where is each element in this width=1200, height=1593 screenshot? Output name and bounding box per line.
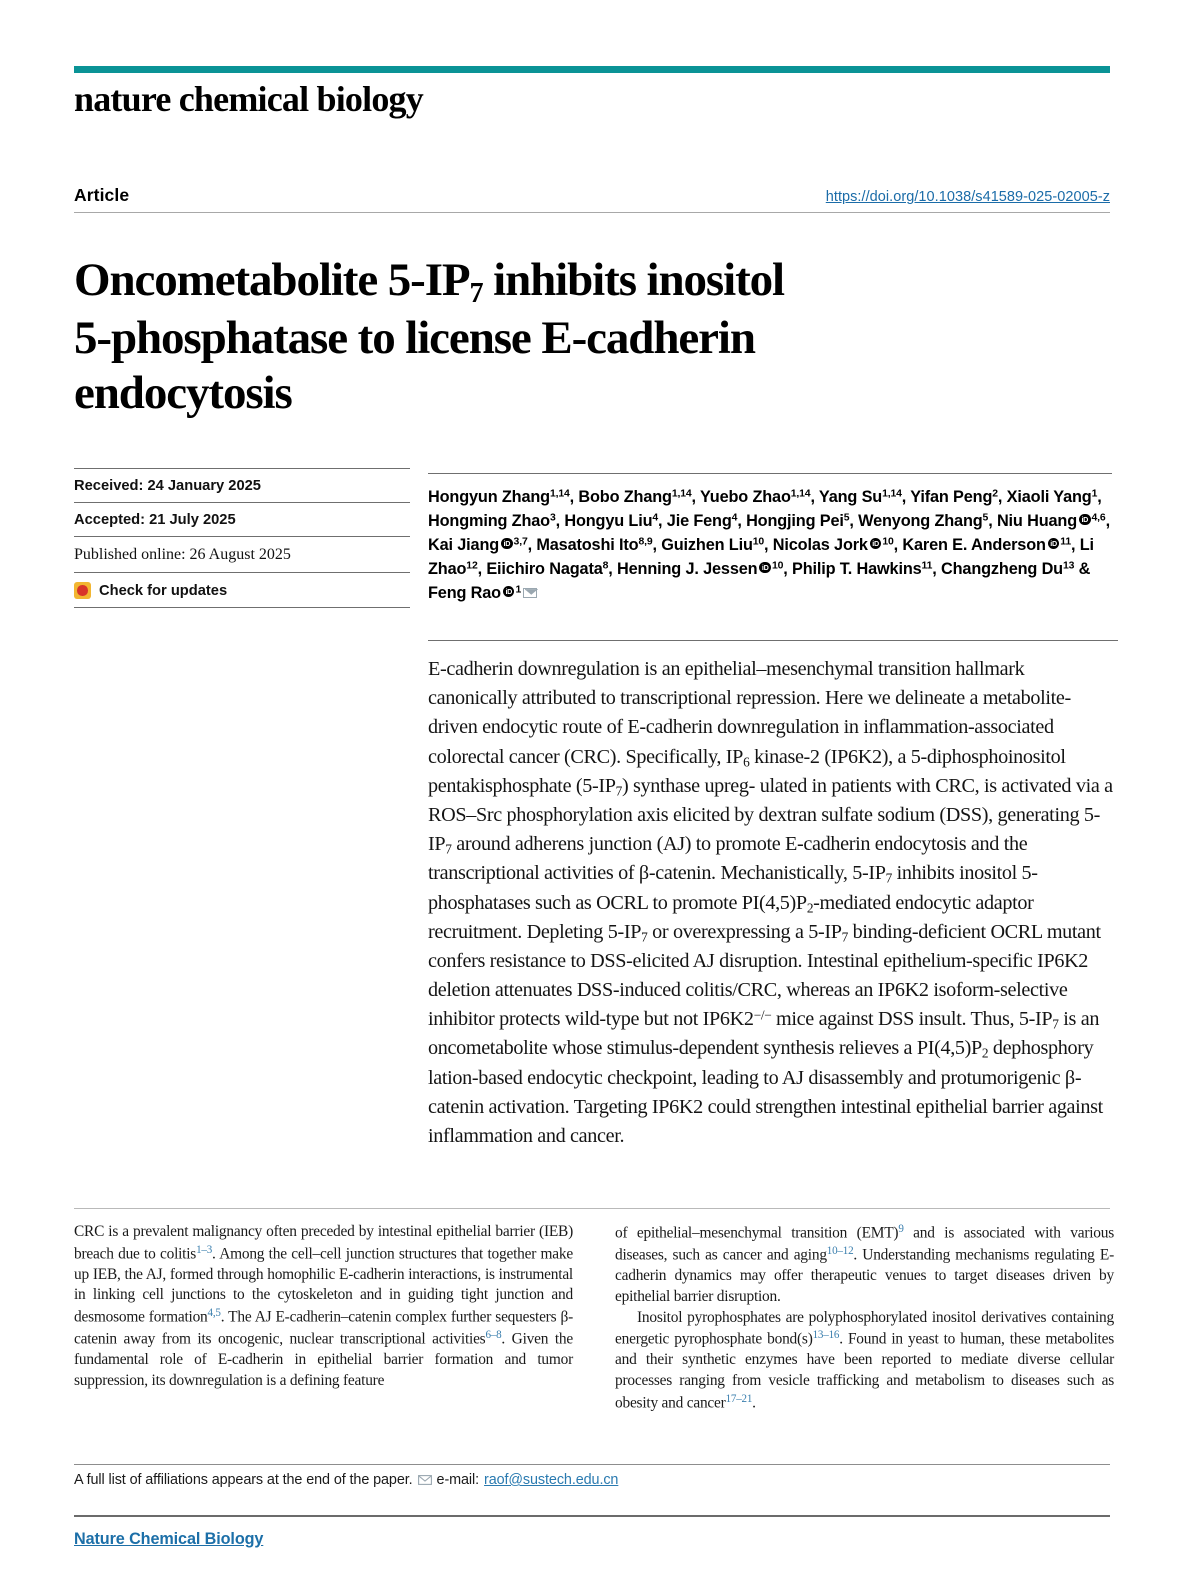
author-name[interactable]: Yuebo Zhao	[699, 488, 791, 506]
author-name[interactable]: Hongyun Zhang	[428, 488, 550, 506]
title-line-3: endocytosis	[74, 366, 292, 419]
orcid-icon[interactable]	[1079, 514, 1091, 526]
article-type-and-doi-row	[74, 185, 1110, 206]
doi-link[interactable]: https://doi.org/10.1038/s41589-025-02005-z	[825, 189, 1110, 205]
body-column-right	[615, 1222, 1114, 1414]
article-history-panel	[74, 468, 410, 608]
author-affiliation: 1,14	[882, 488, 902, 500]
author-name[interactable]: Henning J. Jessen	[617, 559, 758, 578]
author-affiliation: 11	[921, 560, 933, 572]
author-name[interactable]: Bobo Zhang	[578, 488, 672, 506]
orcid-icon[interactable]	[1048, 538, 1060, 550]
author-name[interactable]: Feng Rao	[428, 583, 501, 602]
body-columns	[74, 1222, 1114, 1414]
title-line-1-pre: Oncometabolite 5-IP	[74, 254, 470, 307]
orcid-icon[interactable]	[503, 586, 515, 598]
author-name[interactable]: Jie Feng	[666, 511, 732, 530]
envelope-icon	[418, 1475, 432, 1485]
masthead-rule	[74, 66, 1110, 73]
header-divider	[74, 212, 1110, 213]
page-title	[74, 253, 1034, 420]
author-affiliation: 4	[731, 512, 738, 524]
title-line-1-post: inhibits inositol	[482, 254, 784, 307]
author-name[interactable]: Philip T. Hawkins	[792, 559, 922, 578]
author-affiliation: 1	[515, 584, 522, 596]
paragraph: CRC is a prevalent malignancy often preceded by intestinal epithelial barrier (IEB) breach due to colitis$^{1-3}$. Among the cell–cell junction structures that together make up IEB, the AJ, formed through homophilic E-cadherin interactions, is instrumental in linking cell junctions to the cytoskeleton and in guiding tight junction and desmosome formation$^{4,5}$. The AJ E-cadherin–catenin complex further sequesters β-catenin away from its oncogenic, nuclear transcriptional activities$^{6-8}$. Given the fundamental role of E-cadherin in epithelial barrier formation and tumor suppression, its downregulation is a defining feature	[74, 1223, 573, 1389]
author-affiliation: 8	[602, 560, 609, 572]
abstract: E-cadherin downregulation is an epithelial–mesenchymal transition hallmark canonically attributed to transcriptional repression. Here we delineate a metabolite-driven endocytic route of E-cadherin downregulation in inflammation-associated colorectal cancer (CRC). Specifically, $IP_6$ kinase-2 (IP6K2), a 5-diphosphoinositol pentakisphosphate $(5-IP_7)$ synthase upreg‑ ulated in patients with CRC, is activated via a ROS–Src phosphorylation axis elicited by dextran sulfate sodium (DSS), generating $5-IP_7$ around adherens junction (AJ) to promote E-cadherin endocytosis and the transcriptional activities of β-catenin. Mechanistically, $5-IP_7$ inhibits inositol 5-phosphatases such as OCRL to promote $PI(4,5)P_2$-mediated endocytic adaptor recruitment. Depleting $5-IP_7$ or overexpressing a $5-IP_7$ binding-deficient OCRL mutant confers resistance to DSS-elicited AJ disruption. Intestinal epithelium-specific IP6K2 deletion attenuates DSS-induced colitis/CRC, whereas an IP6K2 isoform-selective inhibitor protects wild-type but not IP6K2−/− mice against DSS insult. Thus, $5-IP_7$ is an oncometabolite whose stimulus-dependent synthesis relieves a $PI(4,5)P_2$ dephosphory lation-based endocytic checkpoint, leading to AJ disassembly and protumorigenic β-catenin activation. Targeting IP6K2 could strengthen intestinal epithelial barrier against inflammation and cancer.	[428, 640, 1118, 1151]
author-affiliation: 1	[1091, 488, 1098, 500]
author-affiliation: 5	[843, 512, 850, 524]
author-affiliation: 4	[652, 512, 659, 524]
email-link[interactable]: raof@sustech.edu.cn	[484, 1472, 619, 1488]
author-affiliation: 5	[982, 512, 989, 524]
author-name[interactable]: Yifan Peng	[910, 488, 993, 506]
author-name[interactable]: Nicolas Jork	[772, 535, 868, 554]
received-date: Received: 24 January 2025	[74, 468, 410, 502]
title-line-2: 5-phosphatase to license E-cadherin	[74, 312, 755, 365]
reference-citation[interactable]: 1–3	[196, 1243, 213, 1256]
body-column-left	[74, 1222, 573, 1414]
author-name[interactable]: Hongyu Liu	[564, 511, 653, 530]
author-affiliation: 4,6	[1091, 512, 1106, 524]
author-name[interactable]: Eiichiro Nagata	[486, 559, 603, 578]
reference-citation[interactable]: 6–8	[485, 1329, 502, 1342]
journal-logo: nature chemical biology	[74, 79, 423, 119]
orcid-icon[interactable]	[870, 538, 882, 550]
author-affiliation: 10	[771, 560, 784, 572]
check-for-updates-row[interactable]	[74, 572, 410, 608]
author-affiliation: 2	[992, 488, 998, 500]
accepted-date: Accepted: 21 July 2025	[74, 502, 410, 536]
footer-journal-link[interactable]: Nature Chemical Biology	[74, 1530, 264, 1548]
author-affiliation: 11	[1060, 536, 1072, 548]
author-name[interactable]: Masatoshi Ito	[536, 535, 639, 554]
author-name[interactable]: Wenyong Zhang	[858, 511, 983, 530]
bottom-divider	[74, 1515, 1110, 1517]
published-date: Published online: 26 August 2025	[74, 536, 410, 572]
author-name[interactable]: Xiaoli Yang	[1006, 488, 1092, 506]
orcid-icon[interactable]	[501, 538, 513, 550]
orcid-icon[interactable]	[759, 562, 771, 574]
crossmark-icon	[74, 582, 91, 599]
author-name[interactable]: Kai Jiang	[428, 535, 500, 554]
author-affiliation: 3,7	[513, 536, 528, 548]
author-name[interactable]: Karen E. Anderson	[902, 535, 1046, 554]
paragraph: of epithelial–mesenchymal transition (EMT)$^9$ and is associated with various diseases, such as cancer and aging$^{10-12}$. Understanding mechanisms regulating E-cadherin dynamics may offer therapeutic venues to target diseases driven by epithelial barrier disruption.	[615, 1223, 1115, 1305]
author-list: Hongyun Zhang$^{1,14}$, Bobo Zhang$^{1,14}$, Yuebo Zhao$^{1,14}$, Yang Su$^{1,14}$, Yifan Peng$^2$, Xiaoli Yang$^1$, Hongming Zhao$^3$, Hongyu Liu$^4$, Jie Feng$^4$, Hongjing Pei$^5$, Wenyong Zhang$^5$, Niu Huang iD $^{4,6}$, Kai Jiang iD $^{3,7}$, Masatoshi Ito$^{8,9}$, Guizhen Liu$^{10}$, Nicolas Jork iD $^{10}$, Karen E. Anderson iD $^{11}$, Li Zhao$^{12}$, Eiichiro Nagata$^8$, Henning J. Jessen iD $^{10}$, Philip T. Hawkins$^{11}$, Changzheng Du$^{13}$ & Feng Rao iD $^1$	[428, 473, 1112, 606]
reference-citation[interactable]: 17–21	[725, 1392, 753, 1405]
affiliation-note-row	[74, 1472, 1110, 1488]
paragraph: Inositol pyrophosphates are polyphosphorylated inositol derivatives containing energetic pyrophosphate bond(s)$^{13-16}$. Found in yeast to human, these metabolites and their synthetic enzymes have been reported to mediate diverse cellular processes ranging from vesicle trafficking and metabolism to diseases such as obesity and cancer$^{17-21}$.	[615, 1308, 1114, 1411]
author-name[interactable]: Li Zhao	[428, 535, 1094, 578]
reference-citation[interactable]: 4,5	[207, 1307, 221, 1320]
check-for-updates-label: Check for updates	[99, 582, 228, 599]
author-affiliation: 3	[549, 512, 556, 524]
title-subscript-7: 7	[469, 278, 483, 310]
author-name[interactable]: Changzheng Du	[941, 559, 1063, 578]
author-name[interactable]: Niu Huang	[996, 511, 1078, 530]
author-affiliation: 1,14	[790, 488, 811, 500]
author-affiliation: 1,14	[671, 488, 692, 500]
author-affiliation: 1,14	[549, 488, 570, 500]
author-affiliation: 12	[466, 560, 478, 572]
author-affiliation: 10	[752, 536, 765, 548]
body-divider	[74, 1208, 1110, 1209]
affiliation-note: A full list of affiliations appears at the end of the paper.	[74, 1472, 413, 1488]
author-affiliation: 10	[882, 536, 894, 548]
corresponding-author-envelope-icon[interactable]	[523, 588, 537, 598]
article-type-label: Article	[74, 185, 130, 205]
author-affiliation: 8,9	[638, 536, 653, 548]
author-name[interactable]: Guizhen Liu	[661, 535, 753, 554]
email-label: e-mail:	[436, 1472, 480, 1488]
author-name[interactable]: Yang Su	[818, 488, 883, 506]
author-name[interactable]: Hongjing Pei	[746, 511, 844, 530]
reference-citation[interactable]: 13–16	[812, 1329, 840, 1342]
footer-divider	[74, 1464, 1110, 1465]
reference-citation[interactable]: 10–12	[826, 1245, 854, 1258]
author-affiliation: 13	[1062, 560, 1075, 572]
reference-citation[interactable]: 9	[898, 1223, 904, 1235]
author-name[interactable]: Hongming Zhao	[428, 511, 550, 530]
